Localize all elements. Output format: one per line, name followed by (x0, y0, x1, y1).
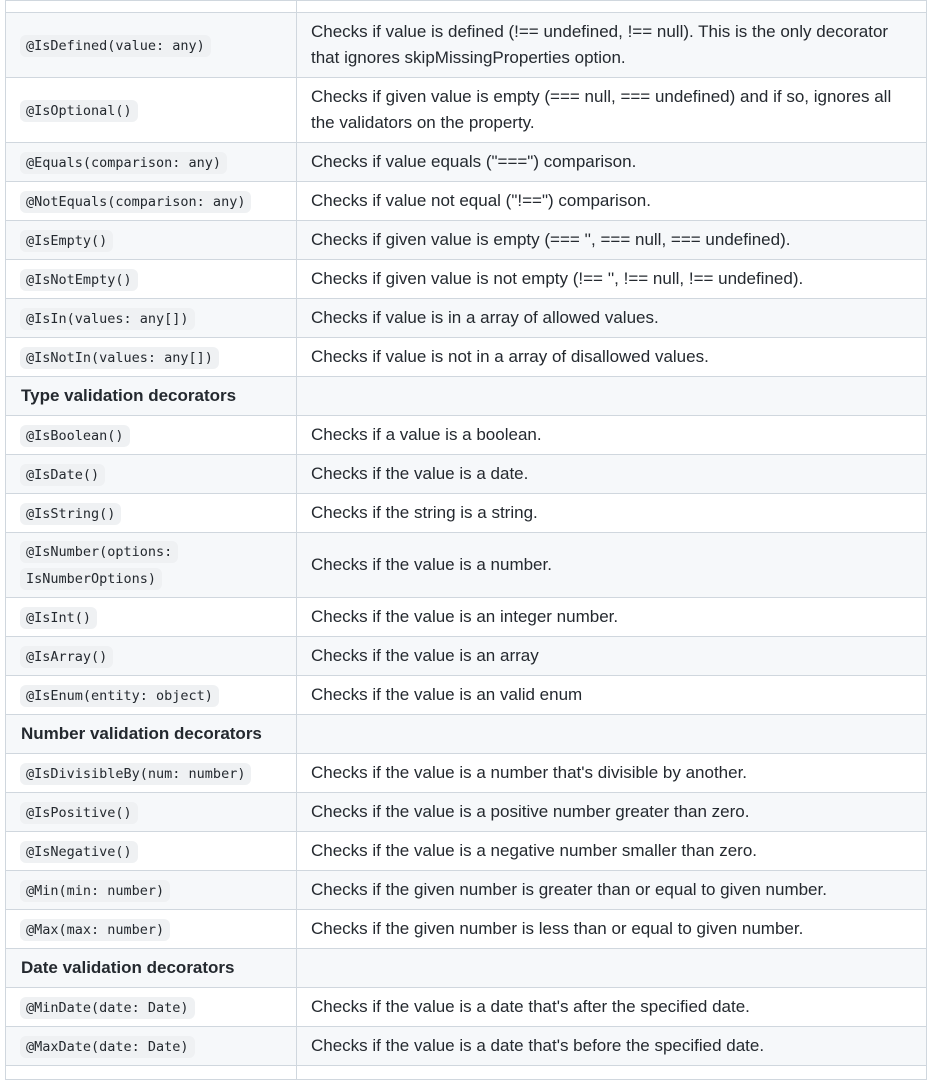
decorator-cell (6, 143, 297, 182)
decorator-description: Checks if the value is an valid enum (297, 676, 927, 715)
table-row (6, 182, 927, 221)
decorator-description: Checks if value is not in a array of disallowed values. (297, 338, 927, 377)
decorator-signature: @IsNegative() (20, 841, 138, 863)
table-row (6, 871, 927, 910)
table-row (6, 910, 927, 949)
section-title: Date validation decorators (6, 949, 297, 988)
table-row (6, 637, 927, 676)
decorator-description: Checks if the value is a date. (297, 455, 927, 494)
decorator-description: Checks if value is defined (!== undefined, !== null). This is the only decorator that ignores skipMissingProperties option. (297, 13, 927, 78)
decorator-cell (6, 13, 297, 78)
decorator-cell (6, 494, 297, 533)
table-row (6, 832, 927, 871)
decorator-cell (6, 910, 297, 949)
table-cell (297, 377, 927, 416)
decorator-description: Checks if the string is a string. (297, 494, 927, 533)
table-row (6, 676, 927, 715)
table-row (6, 988, 927, 1027)
table-row-partial-bottom (6, 1066, 927, 1080)
decorator-cell (6, 338, 297, 377)
decorator-signature: @Equals(comparison: any) (20, 152, 227, 174)
decorator-cell (6, 221, 297, 260)
decorator-signature: @IsIn(values: any[]) (20, 308, 195, 330)
decorator-description: Checks if the value is a date that's after the specified date. (297, 988, 927, 1027)
decorator-cell (6, 1027, 297, 1066)
decorator-signature: @IsString() (20, 503, 121, 525)
decorator-description: Checks if a value is a boolean. (297, 416, 927, 455)
table-row (6, 416, 927, 455)
section-header-row (6, 715, 927, 754)
table-row-partial-top (6, 1, 927, 13)
decorator-description: Checks if the value is a negative number smaller than zero. (297, 832, 927, 871)
decorator-cell (6, 299, 297, 338)
table-row (6, 455, 927, 494)
decorator-signature: @IsInt() (20, 607, 97, 629)
decorator-signature: @IsDate() (20, 464, 105, 486)
decorator-signature: @MaxDate(date: Date) (20, 1036, 195, 1058)
decorator-signature: @IsNumber(options: IsNumberOptions) (20, 541, 178, 590)
decorator-signature: @MinDate(date: Date) (20, 997, 195, 1019)
decorator-cell (6, 416, 297, 455)
decorator-cell (6, 598, 297, 637)
decorator-description: Checks if the value is an integer number. (297, 598, 927, 637)
decorator-description: Checks if the given number is less than or equal to given number. (297, 910, 927, 949)
decorator-cell (6, 533, 297, 598)
decorator-description: Checks if given value is not empty (!== '', !== null, !== undefined). (297, 260, 927, 299)
decorator-cell (6, 78, 297, 143)
decorator-description: Checks if value equals ("===") comparison. (297, 143, 927, 182)
decorator-cell (6, 793, 297, 832)
decorator-signature: @IsNotIn(values: any[]) (20, 347, 219, 369)
decorator-signature: @IsEmpty() (20, 230, 113, 252)
decorator-description: Checks if the value is a positive number greater than zero. (297, 793, 927, 832)
decorator-description: Checks if the value is a number. (297, 533, 927, 598)
section-title: Number validation decorators (6, 715, 297, 754)
table-row (6, 494, 927, 533)
section-header-row (6, 949, 927, 988)
decorator-cell (6, 637, 297, 676)
decorator-signature: @Min(min: number) (20, 880, 170, 902)
table-row (6, 78, 927, 143)
decorator-description: Checks if the value is an array (297, 637, 927, 676)
decorator-cell (6, 260, 297, 299)
decorator-description: Checks if given value is empty (=== null, === undefined) and if so, ignores all the validators on the property. (297, 78, 927, 143)
decorator-description: Checks if the value is a number that's divisible by another. (297, 754, 927, 793)
decorator-signature: @IsPositive() (20, 802, 138, 824)
table-row (6, 299, 927, 338)
decorator-signature: @IsOptional() (20, 100, 138, 122)
decorator-signature: @IsBoolean() (20, 425, 130, 447)
decorator-cell (6, 988, 297, 1027)
table-cell (6, 1066, 297, 1080)
section-header-row (6, 377, 927, 416)
decorator-signature: @NotEquals(comparison: any) (20, 191, 251, 213)
decorator-cell (6, 754, 297, 793)
table-row (6, 143, 927, 182)
validation-decorators-table (5, 0, 927, 1080)
decorator-cell (6, 871, 297, 910)
table-cell (297, 1, 927, 13)
decorator-cell (6, 676, 297, 715)
decorator-description: Checks if given value is empty (=== '', === null, === undefined). (297, 221, 927, 260)
table-row (6, 13, 927, 78)
table-cell (297, 715, 927, 754)
table-body (6, 1, 927, 1080)
table-cell (297, 949, 927, 988)
decorator-cell (6, 182, 297, 221)
decorator-cell (6, 832, 297, 871)
table-row (6, 260, 927, 299)
decorator-description: Checks if the given number is greater than or equal to given number. (297, 871, 927, 910)
decorator-description: Checks if value not equal ("!==") comparison. (297, 182, 927, 221)
decorator-description: Checks if value is in a array of allowed values. (297, 299, 927, 338)
table-row (6, 754, 927, 793)
table-row (6, 598, 927, 637)
table-row (6, 338, 927, 377)
table-row (6, 1027, 927, 1066)
table-cell (297, 1066, 927, 1080)
decorator-signature: @Max(max: number) (20, 919, 170, 941)
table-row (6, 793, 927, 832)
decorator-signature: @IsEnum(entity: object) (20, 685, 219, 707)
section-title: Type validation decorators (6, 377, 297, 416)
decorator-cell (6, 455, 297, 494)
decorator-signature: @IsDefined(value: any) (20, 35, 211, 57)
table-row (6, 221, 927, 260)
table-row (6, 533, 927, 598)
decorator-signature: @IsNotEmpty() (20, 269, 138, 291)
table-cell (6, 1, 297, 13)
decorator-signature: @IsArray() (20, 646, 113, 668)
decorator-description: Checks if the value is a date that's before the specified date. (297, 1027, 927, 1066)
decorator-signature: @IsDivisibleBy(num: number) (20, 763, 251, 785)
